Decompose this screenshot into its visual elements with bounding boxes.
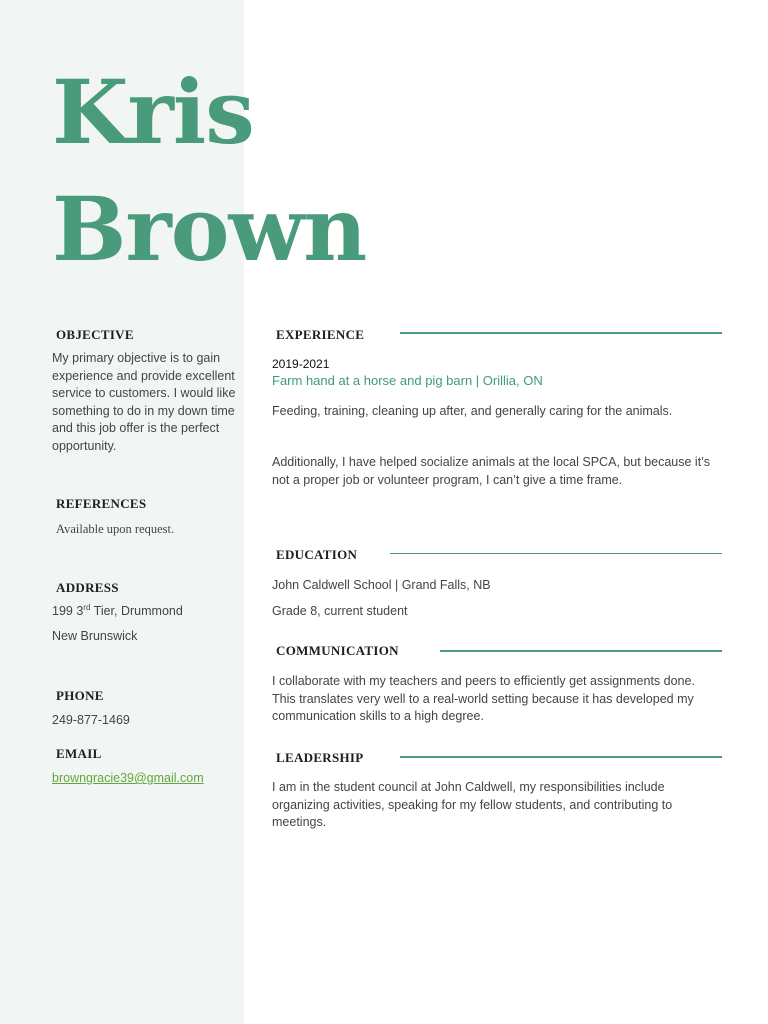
objective-heading: OBJECTIVE bbox=[56, 327, 134, 342]
references-text: Available upon request. bbox=[56, 522, 175, 536]
phone-value: 249-877-1469 bbox=[52, 713, 130, 727]
references-heading: REFERENCES bbox=[56, 496, 147, 511]
education-heading: EDUCATION bbox=[276, 547, 358, 562]
communication-text: I collaborate with my teachers and peers to efficiently get assignments done. This translates very well to a real-world setting because it has developed my communication skills to a high degree. bbox=[272, 674, 695, 723]
education-grade: Grade 8, current student bbox=[272, 604, 408, 618]
address-line-2: New Brunswick bbox=[52, 629, 138, 643]
experience-additional: Additionally, I have helped socialize animals at the local SPCA, but because it’s not a proper job or volunteer program, I can’t give a time frame. bbox=[272, 455, 710, 487]
email-link[interactable]: browngracie39@gmail.com bbox=[52, 771, 204, 785]
communication-heading: COMMUNICATION bbox=[276, 643, 399, 658]
address-heading: ADDRESS bbox=[56, 580, 119, 595]
objective-text: My primary objective is to gain experience and provide excellent service to customers. I would like something to do in my down time and this job offer is the perfect opportunity. bbox=[52, 351, 236, 453]
experience-rule bbox=[400, 332, 722, 334]
first-name: Kris bbox=[52, 60, 254, 164]
email-heading: EMAIL bbox=[56, 746, 102, 761]
education-school: John Caldwell School | Grand Falls, NB bbox=[272, 578, 491, 592]
leadership-text: I am in the student council at John Caldwell, my responsibilities include organizing activities, speaking for my fellow students, and contributing to meetings. bbox=[272, 780, 673, 829]
experience-dates: 2019-2021 bbox=[272, 357, 330, 371]
phone-heading: PHONE bbox=[56, 688, 104, 703]
education-rule bbox=[390, 553, 722, 554]
last-name: Brown bbox=[52, 177, 367, 281]
experience-role: Farm hand at a horse and pig barn | Orillia, ON bbox=[272, 373, 543, 388]
address-line-1: 199 3rd Tier, Drummond bbox=[52, 602, 183, 618]
leadership-rule bbox=[400, 756, 722, 758]
experience-heading: EXPERIENCE bbox=[276, 327, 365, 342]
experience-description: Feeding, training, cleaning up after, and generally caring for the animals. bbox=[272, 404, 673, 418]
communication-rule bbox=[440, 650, 722, 652]
leadership-heading: LEADERSHIP bbox=[276, 750, 364, 765]
